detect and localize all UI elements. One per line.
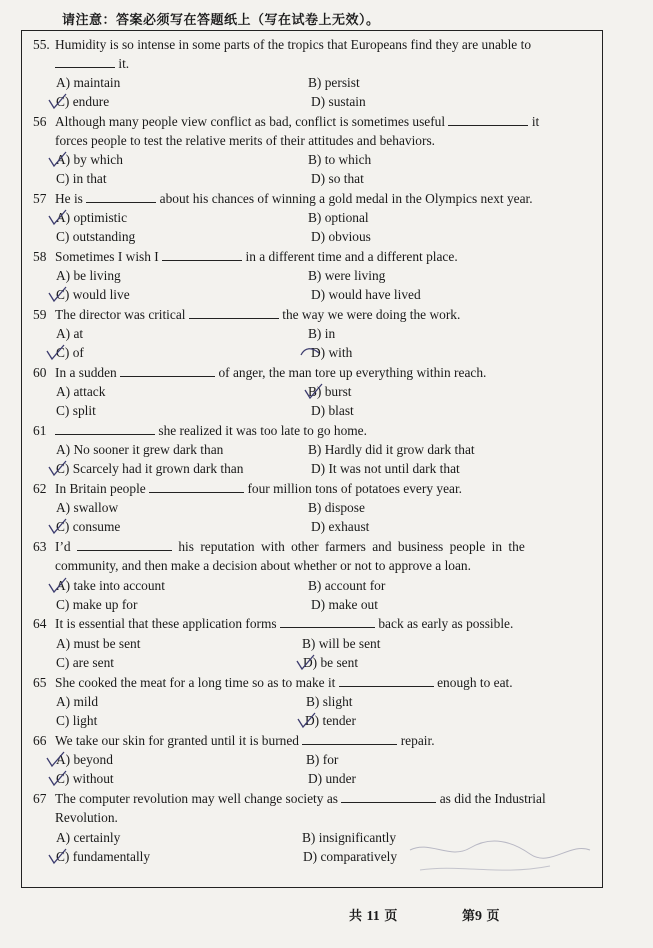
option-b: B) burst bbox=[308, 384, 352, 399]
option-a: A) at bbox=[56, 326, 84, 341]
question-number: 57 bbox=[33, 191, 47, 206]
exam-notice: 请注意：答案必须写在答题纸上（写在试卷上无效）。 bbox=[62, 13, 380, 28]
question-64 bbox=[33, 614, 599, 633]
answer-blank bbox=[162, 248, 242, 261]
option-c: C) make up for bbox=[56, 597, 138, 612]
question-number: 61 bbox=[33, 423, 47, 438]
question-stem: I’d bbox=[55, 539, 71, 554]
option-c: C) split bbox=[56, 403, 96, 418]
option-c: C) fundamentally bbox=[56, 849, 151, 864]
option-d: D) exhaust bbox=[311, 519, 370, 534]
question-stem-tail: it bbox=[531, 114, 540, 129]
option-a: A) must be sent bbox=[56, 636, 141, 651]
option-d: D) with bbox=[311, 345, 353, 360]
total-suffix: 页 bbox=[384, 909, 398, 924]
option-b: B) dispose bbox=[308, 500, 365, 515]
question-stem: The computer revolution may well change society as bbox=[55, 791, 338, 806]
option-d: D) would have lived bbox=[311, 287, 421, 302]
question-60 bbox=[33, 363, 599, 382]
question-number: 60 bbox=[33, 365, 47, 380]
option-c: C) endure bbox=[56, 94, 110, 109]
option-c: C) consume bbox=[56, 519, 121, 534]
question-number: 58 bbox=[33, 249, 47, 264]
option-a: A) certainly bbox=[56, 830, 121, 845]
page-number-value: 9 bbox=[475, 909, 483, 924]
option-c: C) Scarcely had it grown dark than bbox=[56, 461, 244, 476]
question-number: 59 bbox=[33, 307, 47, 322]
question-stem-tail: repair. bbox=[400, 733, 435, 748]
question-stem: In Britain people bbox=[55, 481, 146, 496]
answer-blank bbox=[77, 538, 172, 551]
option-b: B) will be sent bbox=[302, 636, 381, 651]
question-stem-line2: community, and then make a decision about whether or not to approve a loan. bbox=[55, 558, 471, 573]
option-a: A) No sooner it grew dark than bbox=[56, 442, 224, 457]
question-number: 56 bbox=[33, 114, 47, 129]
option-a: A) take into account bbox=[56, 578, 165, 593]
option-b: B) insignificantly bbox=[302, 830, 397, 845]
question-stem-tail: enough to eat. bbox=[437, 675, 513, 690]
question-stem: In a sudden bbox=[55, 365, 117, 380]
answer-blank bbox=[302, 732, 397, 745]
option-a: A) by which bbox=[56, 152, 123, 167]
question-stem: It is essential that these application forms bbox=[55, 616, 277, 631]
question-55 bbox=[33, 35, 599, 73]
question-63 bbox=[33, 537, 599, 575]
option-b: B) to which bbox=[308, 152, 372, 167]
option-b: B) in bbox=[308, 326, 336, 341]
page-suffix: 页 bbox=[486, 909, 500, 924]
question-stem-line2: forces people to test the relative merits of their attitudes and behaviors. bbox=[55, 133, 436, 148]
option-a: A) attack bbox=[56, 384, 106, 399]
answer-blank bbox=[189, 306, 279, 319]
option-c: C) without bbox=[56, 771, 114, 786]
option-a: A) optimistic bbox=[56, 210, 128, 225]
question-57 bbox=[33, 189, 599, 208]
option-a: A) beyond bbox=[56, 752, 113, 767]
total-prefix: 共 bbox=[349, 909, 363, 924]
option-d: D) make out bbox=[311, 597, 378, 612]
option-a: A) maintain bbox=[56, 75, 121, 90]
option-d: D) tender bbox=[305, 713, 356, 728]
question-stem-tail: she realized it was too late to go home. bbox=[158, 423, 367, 438]
question-stem-tail: four million tons of potatoes every year. bbox=[247, 481, 463, 496]
question-number: 64 bbox=[33, 616, 47, 631]
question-66 bbox=[33, 731, 599, 750]
option-c: C) would live bbox=[56, 287, 130, 302]
option-d: D) so that bbox=[311, 171, 364, 186]
question-stem-tail: back as early as possible. bbox=[378, 616, 514, 631]
question-stem: We take our skin for granted until it is burned bbox=[55, 733, 299, 748]
question-stem-tail: about his chances of winning a gold medal in the Olympics next year. bbox=[159, 191, 533, 206]
option-a: A) be living bbox=[56, 268, 121, 283]
option-b: B) optional bbox=[308, 210, 369, 225]
total-pages bbox=[349, 905, 397, 925]
question-62 bbox=[33, 479, 599, 498]
option-c: C) are sent bbox=[56, 655, 115, 670]
question-stem: The director was critical bbox=[55, 307, 186, 322]
question-number: 62 bbox=[33, 481, 47, 496]
page-prefix: 第 bbox=[462, 909, 476, 924]
option-d: D) under bbox=[308, 771, 356, 786]
question-number: 65 bbox=[33, 675, 47, 690]
question-59 bbox=[33, 305, 599, 324]
question-number: 55. bbox=[33, 37, 50, 52]
option-d: D) comparatively bbox=[303, 849, 398, 864]
question-61 bbox=[33, 421, 599, 440]
question-stem-tail: his reputation with other farmers and business people in the bbox=[178, 539, 525, 554]
option-b: B) Hardly did it grow dark that bbox=[308, 442, 475, 457]
page-number bbox=[462, 905, 500, 925]
option-d: D) obvious bbox=[311, 229, 371, 244]
answer-blank bbox=[448, 113, 528, 126]
question-number: 63 bbox=[33, 539, 47, 554]
option-d: D) be sent bbox=[303, 655, 359, 670]
option-a: A) mild bbox=[56, 694, 99, 709]
answer-blank bbox=[149, 480, 244, 493]
question-stem: She cooked the meat for a long time so as to make it bbox=[55, 675, 336, 690]
option-b: B) for bbox=[306, 752, 339, 767]
answer-blank bbox=[341, 790, 436, 803]
option-a: A) swallow bbox=[56, 500, 119, 515]
answer-blank bbox=[55, 422, 155, 435]
question-65 bbox=[33, 673, 599, 692]
question-stem-line2: Revolution. bbox=[55, 810, 118, 825]
question-stem-tail: of anger, the man tore up everything within reach. bbox=[218, 365, 487, 380]
option-b: B) account for bbox=[308, 578, 386, 593]
option-d: D) sustain bbox=[311, 94, 366, 109]
question-stem: He is bbox=[55, 191, 83, 206]
question-56 bbox=[33, 112, 599, 150]
answer-blank bbox=[86, 190, 156, 203]
question-stem: Although many people view conflict as bad, conflict is sometimes useful bbox=[55, 114, 446, 129]
option-b: B) persist bbox=[308, 75, 360, 90]
option-d: D) It was not until dark that bbox=[311, 461, 460, 476]
option-c: C) of bbox=[56, 345, 84, 360]
option-b: B) slight bbox=[306, 694, 353, 709]
option-d: D) blast bbox=[311, 403, 354, 418]
question-stem: Sometimes I wish I bbox=[55, 249, 159, 264]
option-c: C) light bbox=[56, 713, 98, 728]
question-58 bbox=[33, 247, 599, 266]
question-stem-tail: the way we were doing the work. bbox=[282, 307, 461, 322]
answer-blank bbox=[55, 55, 115, 68]
answer-blank bbox=[120, 364, 215, 377]
option-c: C) in that bbox=[56, 171, 107, 186]
total-number: 11 bbox=[366, 909, 380, 924]
question-67 bbox=[33, 789, 599, 827]
answer-blank bbox=[339, 674, 434, 687]
question-number: 67 bbox=[33, 791, 47, 806]
question-stem-tail: as did the Industrial bbox=[439, 791, 546, 806]
option-c: C) outstanding bbox=[56, 229, 136, 244]
answer-blank bbox=[280, 615, 375, 628]
question-stem-line2: it. bbox=[118, 56, 130, 71]
question-stem: Humidity is so intense in some parts of the tropics that Europeans find they are unable to bbox=[55, 37, 532, 52]
question-number: 66 bbox=[33, 733, 47, 748]
option-b: B) were living bbox=[308, 268, 386, 283]
question-stem-tail: in a different time and a different place. bbox=[245, 249, 458, 264]
